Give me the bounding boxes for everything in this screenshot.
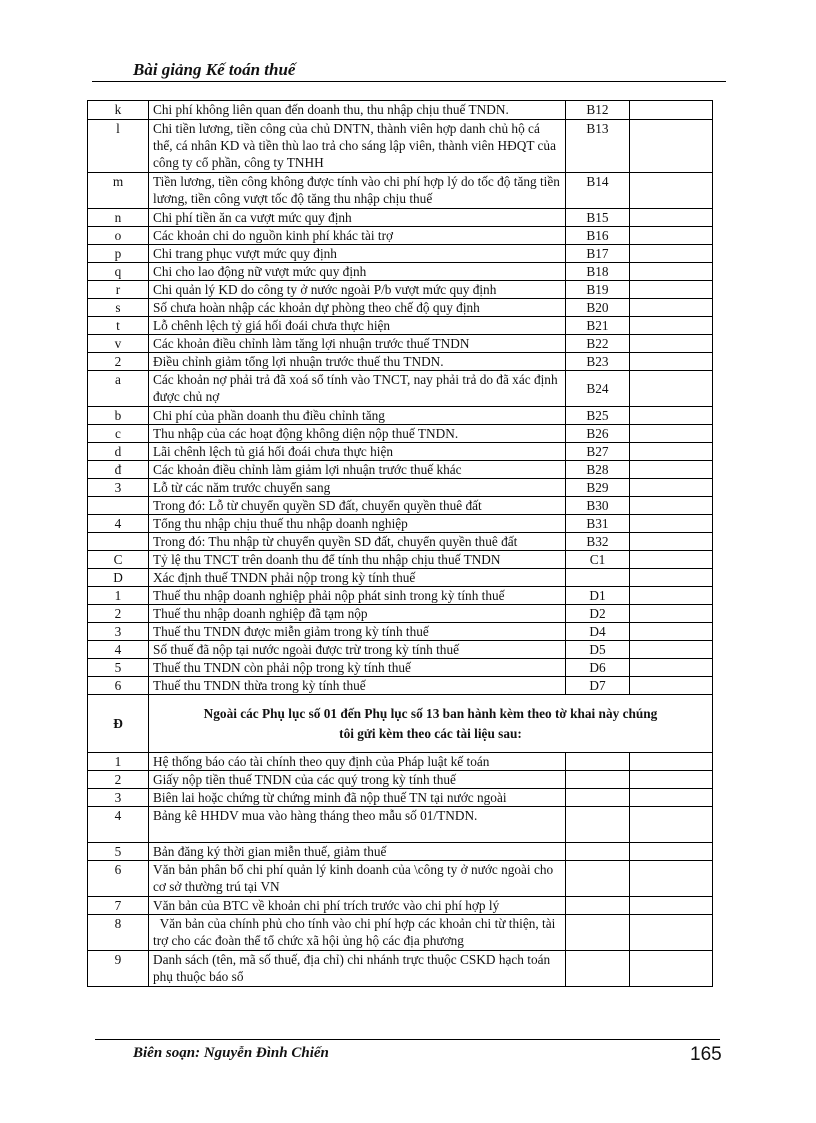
footer-divider (95, 1039, 720, 1040)
table-row (88, 245, 713, 263)
row-code: B24 (566, 371, 630, 407)
row-number (88, 533, 149, 551)
row-code: B29 (566, 479, 630, 497)
row-description: Thuế thu TNDN còn phải nộp trong kỳ tính thuế (149, 659, 566, 677)
attachment-code (566, 753, 630, 771)
attachment-description: Bản đăng ký thời gian miễn thuế, giảm thuế (149, 843, 566, 861)
row-description: Thuế thu TNDN thừa trong kỳ tính thuế (149, 677, 566, 695)
row-code: C1 (566, 551, 630, 569)
row-value (630, 299, 713, 317)
row-value (630, 623, 713, 641)
row-code: B21 (566, 317, 630, 335)
row-value (630, 443, 713, 461)
row-code: B13 (566, 120, 630, 173)
row-number: o (88, 227, 149, 245)
row-number: d (88, 443, 149, 461)
attachment-description: Giấy nộp tiền thuế TNDN của các quý trong kỳ tính thuế (149, 771, 566, 789)
row-description: Chi cho lao động nữ vượt mức quy định (149, 263, 566, 281)
attachment-number: 7 (88, 897, 149, 915)
row-value (630, 551, 713, 569)
attachment-number: 4 (88, 807, 149, 843)
attachment-value (630, 789, 713, 807)
row-value (630, 497, 713, 515)
row-code: B31 (566, 515, 630, 533)
row-description: Chi phí tiền ăn ca vượt mức quy định (149, 209, 566, 227)
row-number: q (88, 263, 149, 281)
table-row (88, 281, 713, 299)
attachment-description: Văn bản của chính phủ cho tính vào chi phí hợp các khoản chi từ thiện, tài trợ cho các đoàn thể tổ chức xã hội ủng hộ các địa phương (149, 915, 566, 951)
row-value (630, 659, 713, 677)
table-row (88, 101, 713, 120)
attachment-code (566, 897, 630, 915)
attachment-number: 5 (88, 843, 149, 861)
attachments-heading-row (88, 695, 713, 753)
attachment-number: 3 (88, 789, 149, 807)
row-value (630, 227, 713, 245)
attachment-description: Văn bản của BTC về khoản chi phí trích trước vào chi phí hợp lý (149, 897, 566, 915)
row-value (630, 101, 713, 120)
row-description: Chi trang phục vượt mức quy định (149, 245, 566, 263)
row-number: k (88, 101, 149, 120)
row-value (630, 245, 713, 263)
row-code: D5 (566, 641, 630, 659)
row-value (630, 533, 713, 551)
row-number: 2 (88, 605, 149, 623)
row-value (630, 515, 713, 533)
row-number: p (88, 245, 149, 263)
row-value (630, 120, 713, 173)
attachment-row (88, 897, 713, 915)
attachment-value (630, 861, 713, 897)
row-number: r (88, 281, 149, 299)
header-divider (92, 81, 726, 82)
attachments-heading: Ngoài các Phụ lục số 01 đến Phụ lục số 13 ban hành kèm theo tờ khai này chúng tôi gửi kèm theo các tài liệu sau: (149, 695, 713, 753)
table-row (88, 659, 713, 677)
row-value (630, 569, 713, 587)
row-number: b (88, 407, 149, 425)
row-number: 2 (88, 353, 149, 371)
row-description: Xác định thuế TNDN phải nộp trong kỳ tính thuế (149, 569, 566, 587)
row-code: D4 (566, 623, 630, 641)
row-description: Chi phí không liên quan đến doanh thu, thu nhập chịu thuế TNDN. (149, 101, 566, 120)
attachment-row (88, 861, 713, 897)
row-value (630, 641, 713, 659)
row-code: B23 (566, 353, 630, 371)
row-value (630, 263, 713, 281)
row-description: Chi phí của phần doanh thu điều chỉnh tăng (149, 407, 566, 425)
attachment-description: Danh sách (tên, mã số thuế, địa chỉ) chi nhánh trực thuộc CSKD hạch toán phụ thuộc báo sổ (149, 951, 566, 987)
row-number: 1 (88, 587, 149, 605)
attachment-code (566, 771, 630, 789)
table-row (88, 533, 713, 551)
row-code: B16 (566, 227, 630, 245)
table-row (88, 461, 713, 479)
row-number: C (88, 551, 149, 569)
row-description: Thu nhập của các hoạt động không diện nộp thuế TNDN. (149, 425, 566, 443)
row-code: B26 (566, 425, 630, 443)
row-code: B27 (566, 443, 630, 461)
table-row (88, 299, 713, 317)
row-description: Các khoản nợ phải trả đã xoá sổ tính vào TNCT, nay phải trả do đã xác định được chủ nợ (149, 371, 566, 407)
attachment-number: 9 (88, 951, 149, 987)
attachment-row (88, 771, 713, 789)
row-code: B22 (566, 335, 630, 353)
row-description: Lỗ từ các năm trước chuyển sang (149, 479, 566, 497)
row-code: D7 (566, 677, 630, 695)
attachment-number: 8 (88, 915, 149, 951)
table-row (88, 227, 713, 245)
row-code: B14 (566, 173, 630, 209)
table-row (88, 479, 713, 497)
row-value (630, 407, 713, 425)
row-code: D6 (566, 659, 630, 677)
table-row (88, 515, 713, 533)
table-row (88, 425, 713, 443)
row-code: B19 (566, 281, 630, 299)
row-description: Các khoản chi do nguồn kinh phí khác tài trợ (149, 227, 566, 245)
attachment-row (88, 951, 713, 987)
row-code: B25 (566, 407, 630, 425)
row-description: Lỗ chênh lệch tỷ giá hối đoái chưa thực hiện (149, 317, 566, 335)
row-value (630, 173, 713, 209)
row-number: D (88, 569, 149, 587)
row-number: m (88, 173, 149, 209)
row-number: 4 (88, 515, 149, 533)
row-number: 3 (88, 479, 149, 497)
attachment-code (566, 843, 630, 861)
row-code: B20 (566, 299, 630, 317)
attachment-code (566, 915, 630, 951)
row-value (630, 353, 713, 371)
row-number: l (88, 120, 149, 173)
attachment-number: 6 (88, 861, 149, 897)
row-description: Trong đó: Thu nhập từ chuyển quyền SD đất, chuyển quyền thuê đất (149, 533, 566, 551)
row-number: a (88, 371, 149, 407)
row-code: D2 (566, 605, 630, 623)
attachment-value (630, 807, 713, 843)
row-value (630, 281, 713, 299)
row-description: Thuế thu nhập doanh nghiệp đã tạm nộp (149, 605, 566, 623)
attachment-value (630, 915, 713, 951)
attachment-row (88, 789, 713, 807)
table-row (88, 677, 713, 695)
table-row (88, 587, 713, 605)
row-description: Thuế thu TNDN được miễn giảm trong kỳ tính thuế (149, 623, 566, 641)
row-value (630, 677, 713, 695)
table-row (88, 407, 713, 425)
section-letter: Đ (88, 695, 149, 753)
attachment-value (630, 753, 713, 771)
row-code: B32 (566, 533, 630, 551)
table-row (88, 120, 713, 173)
table-row (88, 209, 713, 227)
attachment-value (630, 843, 713, 861)
table-row (88, 551, 713, 569)
attachment-code (566, 861, 630, 897)
row-number: 3 (88, 623, 149, 641)
attachment-value (630, 951, 713, 987)
row-description: Các khoản điều chỉnh làm tăng lợi nhuận trước thuế TNDN (149, 335, 566, 353)
row-number: t (88, 317, 149, 335)
table-row (88, 641, 713, 659)
tax-declaration-table (87, 100, 713, 987)
row-description: Các khoản điều chỉnh làm giảm lợi nhuận trước thuế khác (149, 461, 566, 479)
row-description: Tổng thu nhập chịu thuế thu nhập doanh nghiệp (149, 515, 566, 533)
attachment-row (88, 915, 713, 951)
row-value (630, 605, 713, 623)
row-number: s (88, 299, 149, 317)
row-description: Điều chỉnh giảm tổng lợi nhuận trước thuế thu TNDN. (149, 353, 566, 371)
row-value (630, 479, 713, 497)
row-value (630, 317, 713, 335)
row-code: B30 (566, 497, 630, 515)
row-value (630, 371, 713, 407)
table-row (88, 623, 713, 641)
row-description: Chi quản lý KD do công ty ở nước ngoài P/b vượt mức quy định (149, 281, 566, 299)
row-code: B12 (566, 101, 630, 120)
row-code (566, 569, 630, 587)
table-row (88, 263, 713, 281)
row-description: Trong đó: Lỗ từ chuyển quyền SD đất, chuyển quyền thuê đất (149, 497, 566, 515)
attachment-code (566, 789, 630, 807)
attachment-row (88, 753, 713, 771)
row-number: c (88, 425, 149, 443)
row-code: B28 (566, 461, 630, 479)
attachment-number: 1 (88, 753, 149, 771)
table-row (88, 371, 713, 407)
header-title: Bài giảng Kế toán thuế (133, 60, 296, 79)
row-number: 5 (88, 659, 149, 677)
row-description: Tiền lương, tiền công không được tính vào chi phí hợp lý do tốc độ tăng tiền lương, tiền công vượt tốc độ tăng thu nhập chịu thuế (149, 173, 566, 209)
page-number: 165 (690, 1044, 722, 1065)
table-row (88, 497, 713, 515)
row-value (630, 587, 713, 605)
attachment-code (566, 807, 630, 843)
row-number: 6 (88, 677, 149, 695)
attachment-description: Bảng kê HHDV mua vào hàng tháng theo mẫu số 01/TNDN. (149, 807, 566, 843)
row-description: Thuế thu nhập doanh nghiệp phải nộp phát sinh trong kỳ tính thuế (149, 587, 566, 605)
row-number: đ (88, 461, 149, 479)
attachment-code (566, 951, 630, 987)
attachment-row (88, 807, 713, 843)
row-description: Số thuế đã nộp tại nước ngoài được trừ trong kỳ tính thuế (149, 641, 566, 659)
table-row (88, 443, 713, 461)
row-number: n (88, 209, 149, 227)
table-row (88, 605, 713, 623)
attachment-value (630, 897, 713, 915)
row-value (630, 335, 713, 353)
attachment-value (630, 771, 713, 789)
row-description: Lãi chênh lệch tủ giá hối đoái chưa thực hiện (149, 443, 566, 461)
attachment-row (88, 843, 713, 861)
row-number: v (88, 335, 149, 353)
row-code: B15 (566, 209, 630, 227)
row-number: 4 (88, 641, 149, 659)
table-body (88, 101, 713, 987)
row-value (630, 209, 713, 227)
row-code: B17 (566, 245, 630, 263)
row-description: Chi tiền lương, tiền công của chủ DNTN, thành viên hợp danh chủ hộ cá thể, cá nhân KD và tiền thù lao trả cho sáng lập viên, thành viên HĐQT của công ty cổ phần, công ty TNHH (149, 120, 566, 173)
attachment-description: Văn bản phân bổ chi phí quản lý kinh doanh của \công ty ở nước ngoài cho cơ sở thường trú tại VN (149, 861, 566, 897)
row-value (630, 425, 713, 443)
row-code: D1 (566, 587, 630, 605)
table-row (88, 173, 713, 209)
row-value (630, 461, 713, 479)
attachment-description: Hệ thống báo cáo tài chính theo quy định của Pháp luật kế toán (149, 753, 566, 771)
row-description: Tỷ lệ thu TNCT trên doanh thu để tính thu nhập chịu thuế TNDN (149, 551, 566, 569)
row-code: B18 (566, 263, 630, 281)
attachment-number: 2 (88, 771, 149, 789)
row-description: Số chưa hoàn nhập các khoản dự phòng theo chế độ quy định (149, 299, 566, 317)
table-row (88, 353, 713, 371)
attachment-description: Biên lai hoặc chứng từ chứng minh đã nộp thuế TN tại nước ngoài (149, 789, 566, 807)
row-number (88, 497, 149, 515)
table-row (88, 569, 713, 587)
footer-author: Biên soạn: Nguyễn Đình Chiến (133, 1045, 329, 1061)
table-row (88, 317, 713, 335)
table-row (88, 335, 713, 353)
